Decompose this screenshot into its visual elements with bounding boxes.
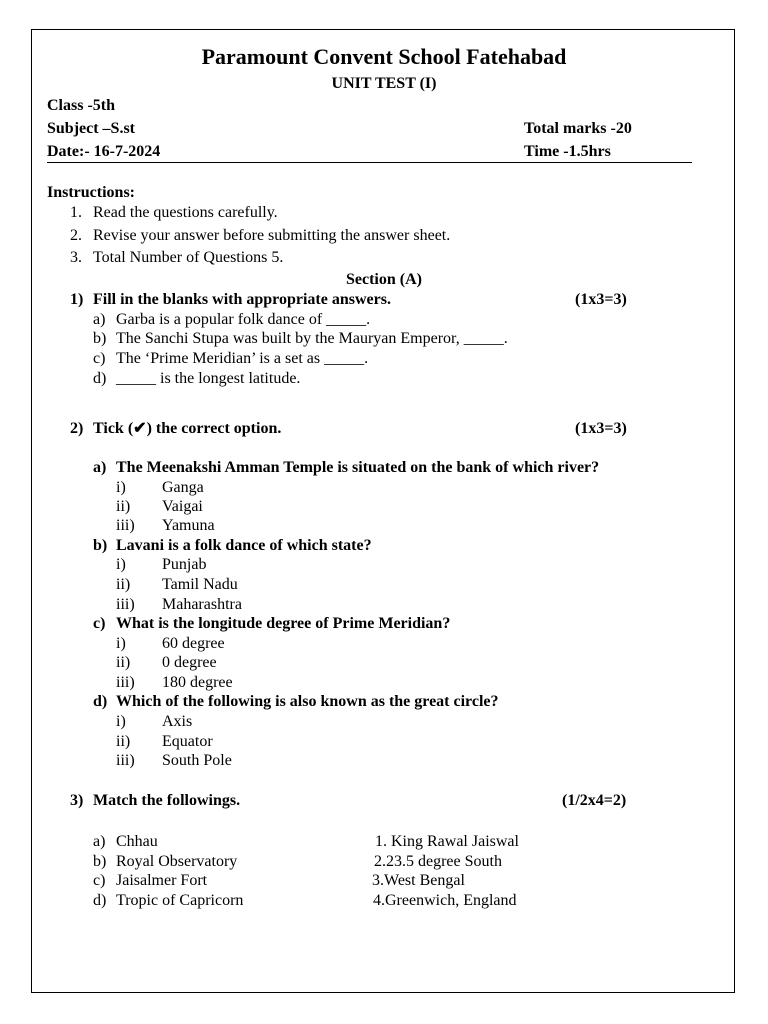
item-label: b) xyxy=(93,853,107,870)
question-number: 1) xyxy=(70,291,84,308)
mcq-option xyxy=(116,751,232,770)
question-2 xyxy=(70,419,281,438)
test-title: UNIT TEST (I) xyxy=(331,75,437,92)
item-text: Lavani is a folk dance of which state? xyxy=(116,537,372,554)
option-text: 60 degree xyxy=(162,635,225,652)
question-number: 3) xyxy=(70,792,84,809)
mcq-option xyxy=(116,634,225,653)
item-label: a) xyxy=(93,311,106,328)
option-number: iii) xyxy=(116,596,135,613)
item-text: _____ is the longest latitude. xyxy=(116,370,301,387)
mcq-question xyxy=(93,458,599,477)
item-label: c) xyxy=(93,872,106,889)
mcq-option xyxy=(116,575,238,594)
mcq-option xyxy=(116,497,203,516)
option-number: i) xyxy=(116,556,126,573)
match-right-item: 2.23.5 degree South xyxy=(374,853,502,870)
question-3-marks: (1/2x4=2) xyxy=(562,792,627,809)
option-text: 180 degree xyxy=(162,674,233,691)
item-text: Which of the following is also known as the great circle? xyxy=(116,693,499,710)
option-text: Tamil Nadu xyxy=(162,576,238,593)
item-label: b) xyxy=(93,537,108,554)
option-text: South Pole xyxy=(162,752,232,769)
option-text: Yamuna xyxy=(162,517,215,534)
option-text: Axis xyxy=(162,713,193,730)
option-number: iii) xyxy=(116,752,135,769)
option-text: Ganga xyxy=(162,479,204,496)
question-1-marks: (1x3=3) xyxy=(575,291,627,308)
header-divider xyxy=(47,162,692,163)
option-number: iii) xyxy=(116,674,135,691)
option-number: ii) xyxy=(116,654,131,671)
item-label: c) xyxy=(93,350,106,367)
mcq-option xyxy=(116,732,213,751)
question-1 xyxy=(70,290,391,309)
option-number: iii) xyxy=(116,517,135,534)
item-label: a) xyxy=(93,833,106,850)
school-name: Paramount Convent School Fatehabad xyxy=(201,44,567,69)
item-text: Royal Observatory xyxy=(116,853,238,870)
instruction-number: 1. xyxy=(70,204,82,221)
instruction-number: 2. xyxy=(70,227,82,244)
item-text: The Meenakshi Amman Temple is situated on the bank of which river? xyxy=(116,459,600,476)
option-text: 0 degree xyxy=(162,654,217,671)
match-left-item xyxy=(93,871,207,890)
item-label: d) xyxy=(93,370,107,387)
question-number: 2) xyxy=(70,420,84,437)
item-text: Garba is a popular folk dance of _____. xyxy=(116,311,371,328)
instruction-item xyxy=(70,203,278,222)
option-text: Punjab xyxy=(162,556,207,573)
section-title: Section (A) xyxy=(346,271,422,288)
subject-label: Subject –S.st xyxy=(47,120,136,137)
match-left-item xyxy=(93,852,237,871)
match-left-item xyxy=(93,832,158,851)
option-number: i) xyxy=(116,479,126,496)
option-number: i) xyxy=(116,713,126,730)
item-label: d) xyxy=(93,693,108,710)
item-text: Tropic of Capricorn xyxy=(116,892,244,909)
item-label: b) xyxy=(93,330,107,347)
option-number: ii) xyxy=(116,733,131,750)
instruction-text: Read the questions carefully. xyxy=(93,204,278,221)
fill-blank-item xyxy=(93,310,370,329)
option-number: i) xyxy=(116,635,126,652)
mcq-option xyxy=(116,653,217,672)
item-text: Jaisalmer Fort xyxy=(116,872,208,889)
mcq-question xyxy=(93,536,372,555)
option-number: ii) xyxy=(116,498,131,515)
instruction-text: Total Number of Questions 5. xyxy=(93,249,284,266)
mcq-option xyxy=(116,555,206,574)
item-text: Chhau xyxy=(116,833,158,850)
match-right-item: 4.Greenwich, England xyxy=(373,892,517,909)
option-text: Maharashtra xyxy=(162,596,242,613)
item-text: The Sanchi Stupa was built by the Mauryan Emperor, _____. xyxy=(116,330,508,347)
instruction-item xyxy=(70,248,283,267)
date-label: Date:- 16-7-2024 xyxy=(47,143,161,160)
item-text: What is the longitude degree of Prime Meridian? xyxy=(116,615,451,632)
instruction-text: Revise your answer before submitting the answer sheet. xyxy=(93,227,451,244)
question-text: Fill in the blanks with appropriate answers. xyxy=(93,291,391,308)
instruction-item xyxy=(70,226,450,245)
mcq-option xyxy=(116,516,215,535)
mcq-question xyxy=(93,692,499,711)
class-label: Class -5th xyxy=(47,97,116,114)
fill-blank-item xyxy=(93,369,300,388)
mcq-option xyxy=(116,673,233,692)
option-text: Vaigai xyxy=(162,498,203,515)
mcq-question xyxy=(93,614,450,633)
item-label: a) xyxy=(93,459,107,476)
instructions-title: Instructions: xyxy=(47,184,136,201)
item-label: c) xyxy=(93,615,106,632)
fill-blank-item xyxy=(93,349,368,368)
question-3 xyxy=(70,791,240,810)
time-label: Time -1.5hrs xyxy=(524,143,611,160)
match-right-item: 1. King Rawal Jaiswal xyxy=(375,833,519,850)
mcq-option xyxy=(116,712,192,731)
instruction-number: 3. xyxy=(70,249,82,266)
match-left-item xyxy=(93,891,243,910)
option-text: Equator xyxy=(162,733,213,750)
match-right-item: 3.West Bengal xyxy=(372,872,465,889)
question-text: Tick (✔) the correct option. xyxy=(93,420,282,437)
question-2-marks: (1x3=3) xyxy=(575,420,627,437)
item-text: The ‘Prime Meridian’ is a set as _____. xyxy=(116,350,369,367)
total-marks-label: Total marks -20 xyxy=(524,120,632,137)
option-number: ii) xyxy=(116,576,131,593)
fill-blank-item xyxy=(93,329,508,348)
question-text: Match the followings. xyxy=(93,792,241,809)
mcq-option xyxy=(116,595,242,614)
item-label: d) xyxy=(93,892,107,909)
mcq-option xyxy=(116,478,204,497)
